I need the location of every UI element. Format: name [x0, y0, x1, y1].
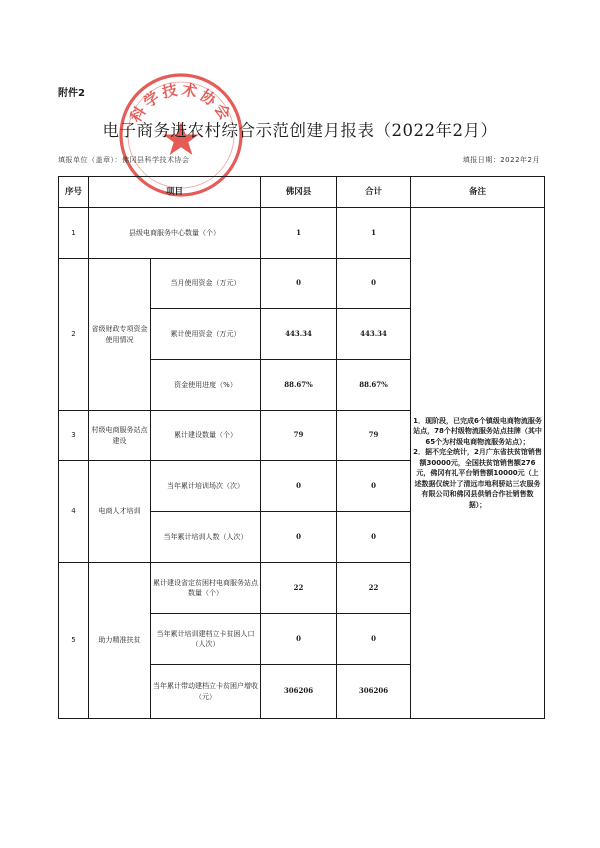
row-county-value: 79 [261, 411, 337, 461]
remark-2: 2．据不完全统计，2月广东省扶贫馆销售额30000元，全国扶贫馆销售额276元，佛冈有礼平台销售额10000元（上述数据仅统计了清远市地利骄站三农服务有限公司和佛冈县供销合作社销售数据）； [413, 448, 542, 509]
header-total: 合计 [337, 177, 411, 208]
header-seq: 序号 [59, 177, 89, 208]
row-seq: 5 [59, 563, 89, 719]
row-group: 省级财政专项资金使用情况 [89, 259, 151, 411]
header-remarks: 备注 [411, 177, 545, 208]
row-group: 电商人才培训 [89, 461, 151, 563]
row-seq: 2 [59, 259, 89, 411]
row-county-value: 0 [261, 512, 337, 563]
row-total-value: 79 [337, 411, 411, 461]
row-item: 累计建设数量（个） [151, 411, 261, 461]
row-seq: 4 [59, 461, 89, 563]
row-county-value: 0 [261, 259, 337, 309]
row-total-value: 22 [337, 563, 411, 614]
row-item: 当年累计培训建档立卡贫困人口（人次） [151, 614, 261, 665]
row-county-value: 0 [261, 461, 337, 512]
row-total-value: 0 [337, 461, 411, 512]
row-county-value: 22 [261, 563, 337, 614]
attachment-label: 附件2 [58, 88, 85, 99]
row-total-value: 0 [337, 512, 411, 563]
row-item: 累计建设省定贫困村电商服务站点数量（个） [151, 563, 261, 614]
row-total-value: 0 [337, 614, 411, 665]
row-total-value: 88.67% [337, 360, 411, 411]
header-row [59, 177, 545, 208]
header-item: 项目 [89, 177, 261, 208]
row-item: 当年累计带动建档立卡贫困户增收（元） [151, 665, 261, 719]
row-county-value: 1 [261, 208, 337, 259]
row-item: 当月使用资金（万元） [151, 259, 261, 309]
row-item: 当年累计培训场次（次） [151, 461, 261, 512]
row-total-value: 0 [337, 259, 411, 309]
row-county-value: 306206 [261, 665, 337, 719]
row-seq: 1 [59, 208, 89, 259]
row-item: 资金使用进度（%） [151, 360, 261, 411]
page-title: 电子商务进农村综合示范创建月报表（2022年2月） [102, 121, 498, 140]
svg-text:科学技术协会: 科学技术协会 [126, 80, 236, 126]
row-item: 县级电商服务中心数量（个） [89, 208, 261, 259]
row-total-value: 306206 [337, 665, 411, 719]
row-county-value: 88.67% [261, 360, 337, 411]
row-seq: 3 [59, 411, 89, 461]
row-county-value: 0 [261, 614, 337, 665]
row-total-value: 1 [337, 208, 411, 259]
remarks-cell [411, 208, 545, 719]
table-row [59, 208, 545, 259]
row-item: 当年累计培训人数（人次） [151, 512, 261, 563]
row-total-value: 443.34 [337, 309, 411, 360]
row-county-value: 443.34 [261, 309, 337, 360]
filing-unit: 填报单位（盖章）：佛冈县科学技术协会 [58, 156, 190, 164]
header-county: 佛冈县 [261, 177, 337, 208]
row-group: 助力精准扶贫 [89, 563, 151, 719]
row-item: 累计使用资金（万元） [151, 309, 261, 360]
remark-1: 1．现阶段，已完成6个镇级电商物流服务站点，78个村级物流服务站点挂牌（其中65个为村级电商物流服务站点）； [413, 416, 542, 446]
row-group: 村级电商服务站点建设 [89, 411, 151, 461]
filing-date: 填报日期：2022年2月 [462, 156, 540, 164]
report-table [58, 176, 545, 719]
